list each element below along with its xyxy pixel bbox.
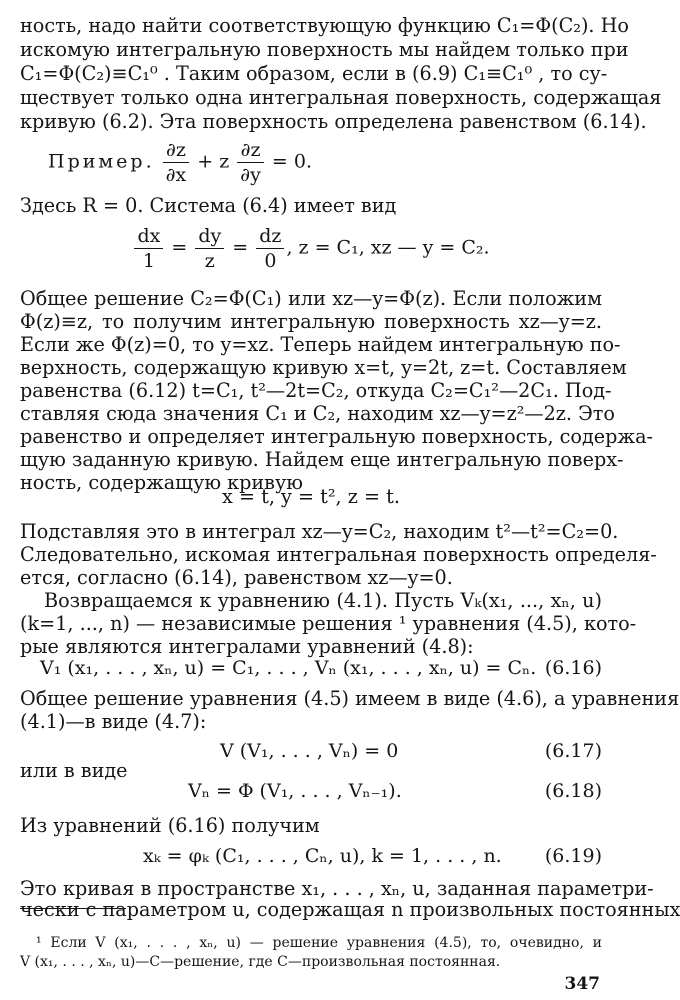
text-line: Следовательно, искомая интегральная поверхность определя- [20, 543, 657, 566]
denominator: 0 [264, 250, 277, 272]
formula-text: + z [197, 150, 230, 173]
denominator: z [204, 250, 215, 272]
equation-number: (6.19) [544, 845, 602, 867]
text-line: искомую интегральную поверхность мы найдем только при [20, 38, 629, 61]
equation-6-19: xₖ = φₖ (C₁, . . . , Cₙ, u), k = 1, . . . , n. [143, 845, 502, 867]
footnote-line: ¹ Если V (x₁, . . . , xₙ, u) — решение уравнения (4.5), то, очевидно, и [36, 935, 602, 951]
text-line: равенства (6.12) t=C₁, t²—2t=C₂, откуда C₂=C₁²—2C₁. Под- [20, 379, 612, 402]
text-line: Если же Φ(z)=0, то y=xz. Теперь найдем интегральную по- [20, 333, 621, 356]
footnote-divider [20, 908, 126, 909]
text-line: (4.1)—в виде (4.7): [20, 710, 207, 733]
text-line: верхность, содержащую кривую x=t, y=2t, z=t. Составляем [20, 356, 627, 379]
formula-text: , z = C₁, xz — y = C₂. [286, 236, 490, 259]
text-line: Из уравнений (6.16) получим [20, 814, 320, 837]
numerator: dz [256, 224, 284, 249]
text-line: ставляя сюда значения C₁ и C₂, находим xz—y=z²—2z. Это [20, 402, 615, 425]
text-line: Это кривая в пространстве x₁, . . . , xₙ, u, заданная параметри- [20, 877, 654, 900]
fraction [134, 224, 163, 273]
text-line: или в виде [20, 759, 128, 782]
denominator: ∂y [240, 164, 261, 186]
page-number: 347 [564, 974, 600, 994]
footnote-line: V (x₁, . . . , xₙ, u)—C—решение, где C—произвольная постоянная. [20, 954, 501, 970]
text-line: ность, содержащую кривую [20, 471, 303, 494]
equation-number: (6.18) [544, 780, 602, 802]
text-line: (k=1, ..., n) — независимые решения ¹ уравнения (4.5), кото- [20, 612, 637, 635]
formula-text: = 0. [271, 150, 312, 173]
text-line: Здесь R = 0. Система (6.4) имеет вид [20, 194, 397, 217]
numerator: ∂z [163, 138, 190, 163]
text-line: чески с параметром u, содержащая n произвольных постоянных [20, 898, 680, 921]
equation-6-17: V (V₁, . . . , Vₙ) = 0 [220, 740, 399, 762]
fraction [237, 138, 264, 187]
text-line: рые являются интегралами уравнений (4.8): [20, 635, 474, 658]
text-line: ность, надо найти соответствующую функцию C₁=Φ(C₂). Но [20, 14, 629, 37]
fraction [256, 224, 284, 273]
numerator: ∂z [237, 138, 264, 163]
text-line: C₁=Φ(C₂)≡C₁⁰ . Таким образом, если в (6.9) C₁≡C₁⁰ , то су- [20, 62, 608, 85]
text-line: Общее решение уравнения (4.5) имеем в виде (4.6), а уравнения [20, 687, 680, 710]
equation-6-18: Vₙ = Φ (V₁, . . . , Vₙ₋₁). [188, 780, 402, 802]
fraction [195, 224, 224, 273]
example-formula [48, 138, 630, 187]
text-line: Φ(z)≡z, то получим интегральную поверхность xz—y=z. [20, 310, 602, 333]
text-line: Общее решение C₂=Φ(C₁) или xz—y=Φ(z). Если положим [20, 287, 602, 310]
numerator: dy [195, 224, 224, 249]
numerator: dx [134, 224, 163, 249]
denominator: 1 [142, 250, 155, 272]
example-label: Пример. [48, 150, 155, 173]
text-line: ется, согласно (6.14), равенством xz—y=0. [20, 566, 453, 589]
equation-number: (6.16) [544, 657, 602, 679]
text-line: ществует только одна интегральная поверхность, содержащая [20, 86, 662, 109]
equation-number: (6.17) [544, 740, 602, 762]
denominator: ∂x [165, 164, 187, 186]
text-line: кривую (6.2). Эта поверхность определена равенством (6.14). [20, 110, 647, 133]
text-line: Подставляя это в интеграл xz—y=C₂, находим t²—t²=C₂=0. [20, 520, 619, 543]
text-line: равенство и определяет интегральную поверхность, содержа- [20, 425, 653, 448]
equation-6-16: V₁ (x₁, . . . , xₙ, u) = C₁, . . . , Vₙ (x₁, . . . , xₙ, u) = Cₙ. [40, 657, 537, 679]
text-line: щую заданную кривую. Найдем еще интегральную поверх- [20, 448, 624, 471]
text-line: Возвращаемся к уравнению (4.1). Пусть Vₖ(x₁, ..., xₙ, u) [44, 589, 602, 612]
system-formula: $\frac{dx}{1}$ = $\frac{dy}{z}$ = $\frac{dz}{0}$ , z = C₁, xz — y = C₂. [20, 224, 602, 273]
fraction [163, 138, 190, 187]
formula-curve: x = t, y = t², z = t. [222, 485, 400, 508]
